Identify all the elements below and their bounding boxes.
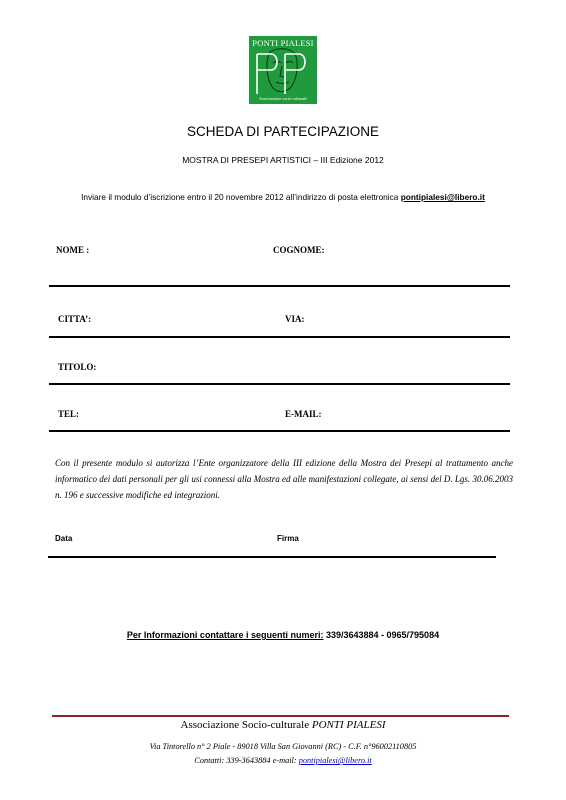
date-label: Data bbox=[55, 534, 73, 543]
page-subtitle: MOSTRA DI PRESEPI ARTISTICI – III Edizione 2012 bbox=[182, 155, 384, 165]
nome-cognome-field-line[interactable] bbox=[49, 285, 510, 287]
logo-title: PONTI PIALESI bbox=[252, 38, 314, 48]
footer-email-link[interactable]: pontipialesi@libero.it bbox=[298, 756, 372, 765]
page-title: SCHEDA DI PARTECIPAZIONE bbox=[186, 124, 380, 139]
association-logo bbox=[249, 36, 317, 104]
cognome-label: COGNOME: bbox=[273, 245, 325, 255]
footer-rule bbox=[52, 715, 509, 717]
instructions-email-link[interactable]: pontipialesi@libero.it bbox=[400, 192, 485, 202]
info-label: Per Informazioni contattare i seguenti numeri: bbox=[126, 630, 324, 640]
footer-address: Via Tintorello n° 2 Piale - 89018 Villa San Giovanni (RC) - C.F. n°96002110805 bbox=[149, 742, 417, 751]
signature-line[interactable] bbox=[48, 556, 496, 558]
tel-label: TEL: bbox=[58, 409, 80, 419]
logo-subtitle: Associazione socio-culturale bbox=[258, 96, 308, 101]
citta-label: CITTA’: bbox=[58, 314, 92, 324]
info-line bbox=[0, 630, 566, 640]
footer-org bbox=[0, 719, 566, 731]
via-label: VIA: bbox=[285, 314, 305, 324]
instructions-text: Inviare il modulo d’iscrizione entro il 20 novembre 2012 all’indirizzo di posta elettronica bbox=[81, 192, 401, 202]
footer-org-name: PONTI PIALESI bbox=[311, 719, 386, 731]
titolo-field-line[interactable] bbox=[49, 383, 510, 385]
instructions bbox=[0, 192, 566, 202]
info-numbers: 339/3643884 - 0965/795084 bbox=[323, 630, 440, 640]
footer-org-prefix: Associazione Socio-culturale bbox=[180, 719, 312, 731]
footer-contacts-prefix: Contatti: 339-3643884 e-mail: bbox=[194, 756, 299, 765]
privacy-consent-text: Con il presente modulo si autorizza l’Ente organizzatore della III edizione della Mostra dei Presepi al trattamento anche informatico dei dati personali per gli usi connessi alla Mostra ed alle manifestazioni collegate, ai sensi del D. Lgs. 30.06.2003 n. 196 e successive modifiche ed integrazioni. bbox=[55, 458, 513, 500]
titolo-label: TITOLO: bbox=[58, 362, 97, 372]
tel-email-field-line[interactable] bbox=[49, 430, 510, 432]
email-label: E-MAIL: bbox=[285, 409, 322, 419]
footer-contacts bbox=[0, 756, 566, 765]
nome-label: NOME : bbox=[56, 245, 90, 255]
citta-via-field-line[interactable] bbox=[49, 336, 510, 338]
signature-label: Firma bbox=[277, 534, 299, 543]
